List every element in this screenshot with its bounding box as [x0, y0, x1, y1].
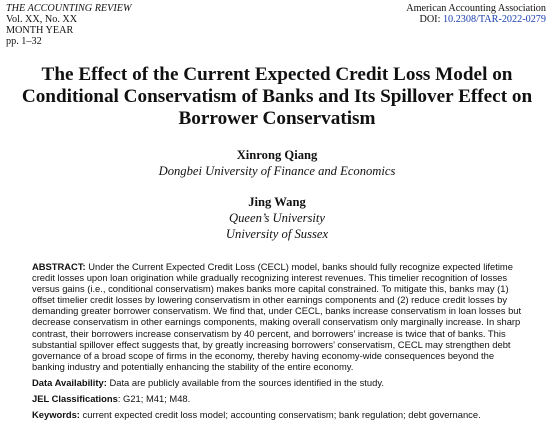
- journal-volume: Vol. XX, No. XX: [6, 14, 78, 25]
- author-affiliation: Queen’s University: [229, 211, 325, 225]
- author-name: Xinrong Qiang: [236, 148, 318, 162]
- author-affiliation: Dongbei University of Finance and Economics: [158, 164, 396, 178]
- association-name: American Accounting Association: [406, 3, 546, 14]
- publisher-header: [406, 3, 546, 25]
- data-availability: [32, 377, 524, 388]
- jel-label: JEL Classifications: [32, 393, 118, 405]
- keywords-label: Keywords:: [32, 409, 80, 421]
- abstract-paragraph: [32, 261, 524, 372]
- journal-name: THE ACCOUNTING REVIEW: [6, 3, 132, 14]
- data-availability-label: Data Availability:: [32, 376, 107, 388]
- abstract-text: Under the Current Expected Credit Loss (CECL) model, banks should fully recognize expected lifetime credit losses upon loan origination while gradually recognizing interest revenues. This timelier recognition of losses versus gains (i.e., conditional conservatism) makes banks more capital constrained. To mitigate this, banks may (1) offset timelier credit losses by lowering conservatism in other earnings components and (2) reduce credit losses by demanding greater borrower conservatism. We find that, under CECL, banks increase conservatism in loan losses but decrease conservatism in other earnings components, making overall conservatism only marginally increase. In sharp contrast, their borrowers increase conservatism by 40 percent, and borrowers’ increase is twice that of banks. This substantial spillover effect suggests that, by greatly increasing borrowers’ conservatism, CECL may strengthen debt governance of a broad scope of firms in the economy, thereby having economy-wide consequences beyond the banking industry and potentially enhancing the stability of the entire economy.: [32, 261, 522, 372]
- author-block: [0, 194, 554, 242]
- journal-header: [6, 3, 131, 47]
- journal-pages: pp. 1–32: [6, 36, 42, 47]
- author-block: [0, 147, 554, 179]
- jel-classifications: [32, 393, 524, 404]
- abstract-section: [32, 261, 524, 425]
- author-name: Jing Wang: [248, 195, 306, 209]
- data-availability-text: Data are publicly available from the sources identified in the study.: [109, 376, 384, 388]
- jel-text: : G21; M41; M48.: [117, 393, 191, 405]
- doi-link[interactable]: 10.2308/TAR-2022-0279: [442, 14, 546, 25]
- paper-title: The Effect of the Current Expected Credit Loss Model on Conditional Conservatism of Banks and Its Spillover Effect on Borrower Conservatism: [21, 64, 533, 129]
- author-affiliation: University of Sussex: [225, 227, 329, 241]
- doi-label: DOI:: [419, 14, 443, 25]
- abstract-label: ABSTRACT:: [32, 261, 86, 272]
- doi-line: [406, 14, 546, 25]
- journal-issue-date: MONTH YEAR: [6, 25, 74, 36]
- keywords-text: current expected credit loss model; accounting conservatism; bank regulation; debt governance.: [82, 409, 481, 421]
- keywords: [32, 409, 524, 420]
